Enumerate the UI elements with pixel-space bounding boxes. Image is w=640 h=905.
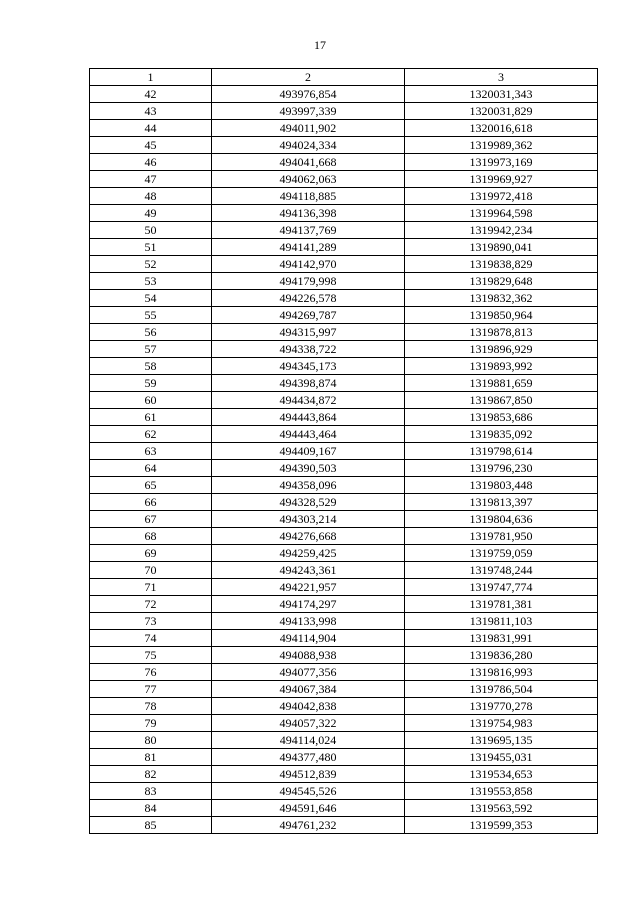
x-coordinate-cell: 494434,872 — [212, 392, 405, 409]
point-number-cell: 77 — [90, 681, 212, 698]
table-row — [90, 154, 598, 171]
page-number: 17 — [314, 38, 326, 52]
table-row — [90, 511, 598, 528]
point-number-cell: 67 — [90, 511, 212, 528]
point-number-cell: 57 — [90, 341, 212, 358]
point-number-cell: 69 — [90, 545, 212, 562]
point-number-cell: 46 — [90, 154, 212, 171]
y-coordinate-cell: 1319878,813 — [405, 324, 598, 341]
x-coordinate-cell: 494114,904 — [212, 630, 405, 647]
x-coordinate-cell: 494259,425 — [212, 545, 405, 562]
x-coordinate-cell: 494057,322 — [212, 715, 405, 732]
point-number-cell: 83 — [90, 783, 212, 800]
x-coordinate-cell: 494067,384 — [212, 681, 405, 698]
table-row — [90, 205, 598, 222]
table-row — [90, 239, 598, 256]
y-coordinate-cell: 1319455,031 — [405, 749, 598, 766]
point-number-cell: 74 — [90, 630, 212, 647]
point-number-cell: 84 — [90, 800, 212, 817]
table-row — [90, 477, 598, 494]
y-coordinate-cell: 1319835,092 — [405, 426, 598, 443]
table-row — [90, 171, 598, 188]
table-row — [90, 120, 598, 137]
y-coordinate-cell: 1320016,618 — [405, 120, 598, 137]
table-row — [90, 562, 598, 579]
y-coordinate-cell: 1319867,850 — [405, 392, 598, 409]
x-coordinate-cell: 494443,864 — [212, 409, 405, 426]
x-coordinate-cell: 494358,096 — [212, 477, 405, 494]
x-coordinate-cell: 494243,361 — [212, 562, 405, 579]
x-coordinate-cell: 494338,722 — [212, 341, 405, 358]
point-number-cell: 72 — [90, 596, 212, 613]
table-row — [90, 409, 598, 426]
y-coordinate-cell: 1319599,353 — [405, 817, 598, 834]
point-number-cell: 53 — [90, 273, 212, 290]
table-row — [90, 137, 598, 154]
x-coordinate-cell: 494345,173 — [212, 358, 405, 375]
x-coordinate-cell: 494088,938 — [212, 647, 405, 664]
y-coordinate-cell: 1319796,230 — [405, 460, 598, 477]
point-number-cell: 49 — [90, 205, 212, 222]
y-coordinate-cell: 1319973,169 — [405, 154, 598, 171]
x-coordinate-cell: 494062,063 — [212, 171, 405, 188]
x-coordinate-cell: 494221,957 — [212, 579, 405, 596]
x-coordinate-cell: 494276,668 — [212, 528, 405, 545]
x-coordinate-cell: 494142,970 — [212, 256, 405, 273]
y-coordinate-cell: 1319829,648 — [405, 273, 598, 290]
y-coordinate-cell: 1319896,929 — [405, 341, 598, 358]
y-coordinate-cell: 1319754,983 — [405, 715, 598, 732]
point-number-cell: 43 — [90, 103, 212, 120]
point-number-cell: 58 — [90, 358, 212, 375]
table-row — [90, 256, 598, 273]
y-coordinate-cell: 1320031,829 — [405, 103, 598, 120]
x-coordinate-cell: 494114,024 — [212, 732, 405, 749]
y-coordinate-cell: 1319534,653 — [405, 766, 598, 783]
y-coordinate-cell: 1319881,659 — [405, 375, 598, 392]
point-number-cell: 62 — [90, 426, 212, 443]
y-coordinate-cell: 1319811,103 — [405, 613, 598, 630]
table-row — [90, 766, 598, 783]
x-coordinate-cell: 494303,214 — [212, 511, 405, 528]
y-coordinate-cell: 1319838,829 — [405, 256, 598, 273]
table-row — [90, 341, 598, 358]
table-row — [90, 664, 598, 681]
x-coordinate-cell: 494315,997 — [212, 324, 405, 341]
y-coordinate-cell: 1319798,614 — [405, 443, 598, 460]
point-number-cell: 78 — [90, 698, 212, 715]
point-number-cell: 82 — [90, 766, 212, 783]
table-row — [90, 188, 598, 205]
point-number-cell: 70 — [90, 562, 212, 579]
y-coordinate-cell: 1319563,592 — [405, 800, 598, 817]
y-coordinate-cell: 1319890,041 — [405, 239, 598, 256]
x-coordinate-cell: 494133,998 — [212, 613, 405, 630]
point-number-cell: 42 — [90, 86, 212, 103]
x-coordinate-cell: 494042,838 — [212, 698, 405, 715]
x-coordinate-cell: 493976,854 — [212, 86, 405, 103]
point-number-cell: 85 — [90, 817, 212, 834]
y-coordinate-cell: 1319781,381 — [405, 596, 598, 613]
x-coordinate-cell: 494761,232 — [212, 817, 405, 834]
point-number-cell: 68 — [90, 528, 212, 545]
y-coordinate-cell: 1320031,343 — [405, 86, 598, 103]
y-coordinate-cell: 1319781,950 — [405, 528, 598, 545]
y-coordinate-cell: 1319972,418 — [405, 188, 598, 205]
point-number-cell: 56 — [90, 324, 212, 341]
point-number-cell: 47 — [90, 171, 212, 188]
table-row — [90, 392, 598, 409]
table-row — [90, 613, 598, 630]
point-number-cell: 60 — [90, 392, 212, 409]
y-coordinate-cell: 1319759,059 — [405, 545, 598, 562]
table-row — [90, 749, 598, 766]
x-coordinate-cell: 494443,464 — [212, 426, 405, 443]
y-coordinate-cell: 1319850,964 — [405, 307, 598, 324]
point-number-cell: 54 — [90, 290, 212, 307]
point-number-cell: 73 — [90, 613, 212, 630]
y-coordinate-cell: 1319942,234 — [405, 222, 598, 239]
y-coordinate-cell: 1319748,244 — [405, 562, 598, 579]
x-coordinate-cell: 494398,874 — [212, 375, 405, 392]
table-row — [90, 426, 598, 443]
point-number-cell: 75 — [90, 647, 212, 664]
y-coordinate-cell: 1319803,448 — [405, 477, 598, 494]
x-coordinate-cell: 494545,526 — [212, 783, 405, 800]
table-row — [90, 800, 598, 817]
table-row — [90, 290, 598, 307]
x-coordinate-cell: 494041,668 — [212, 154, 405, 171]
table-row — [90, 307, 598, 324]
table-body — [90, 86, 598, 834]
table-row — [90, 273, 598, 290]
x-coordinate-cell: 494328,529 — [212, 494, 405, 511]
table-row — [90, 460, 598, 477]
x-coordinate-cell: 494174,297 — [212, 596, 405, 613]
y-coordinate-cell: 1319786,504 — [405, 681, 598, 698]
x-coordinate-cell: 494011,902 — [212, 120, 405, 137]
point-number-cell: 66 — [90, 494, 212, 511]
point-number-cell: 45 — [90, 137, 212, 154]
table-row — [90, 681, 598, 698]
table-row — [90, 715, 598, 732]
x-coordinate-cell: 494179,998 — [212, 273, 405, 290]
x-coordinate-cell: 494409,167 — [212, 443, 405, 460]
point-number-cell: 76 — [90, 664, 212, 681]
x-coordinate-cell: 494141,289 — [212, 239, 405, 256]
table-row — [90, 222, 598, 239]
table-header-row — [90, 69, 598, 86]
table-row — [90, 358, 598, 375]
table-row — [90, 545, 598, 562]
point-number-cell: 64 — [90, 460, 212, 477]
table-row — [90, 596, 598, 613]
point-number-cell: 59 — [90, 375, 212, 392]
point-number-cell: 55 — [90, 307, 212, 324]
x-coordinate-cell: 494377,480 — [212, 749, 405, 766]
y-coordinate-cell: 1319553,858 — [405, 783, 598, 800]
y-coordinate-cell: 1319813,397 — [405, 494, 598, 511]
column-header-3: 3 — [405, 69, 598, 86]
table-row — [90, 103, 598, 120]
column-header-2: 2 — [212, 69, 405, 86]
point-number-cell: 71 — [90, 579, 212, 596]
table-row — [90, 375, 598, 392]
table-row — [90, 698, 598, 715]
y-coordinate-cell: 1319853,686 — [405, 409, 598, 426]
table-row — [90, 443, 598, 460]
coordinates-table — [89, 68, 598, 834]
x-coordinate-cell: 494136,398 — [212, 205, 405, 222]
x-coordinate-cell: 494137,769 — [212, 222, 405, 239]
y-coordinate-cell: 1319770,278 — [405, 698, 598, 715]
x-coordinate-cell: 494269,787 — [212, 307, 405, 324]
point-number-cell: 81 — [90, 749, 212, 766]
table-row — [90, 324, 598, 341]
x-coordinate-cell: 494226,578 — [212, 290, 405, 307]
table-row — [90, 494, 598, 511]
point-number-cell: 52 — [90, 256, 212, 273]
point-number-cell: 63 — [90, 443, 212, 460]
y-coordinate-cell: 1319969,927 — [405, 171, 598, 188]
y-coordinate-cell: 1319831,991 — [405, 630, 598, 647]
y-coordinate-cell: 1319989,362 — [405, 137, 598, 154]
table-row — [90, 86, 598, 103]
point-number-cell: 61 — [90, 409, 212, 426]
x-coordinate-cell: 494591,646 — [212, 800, 405, 817]
x-coordinate-cell: 494390,503 — [212, 460, 405, 477]
y-coordinate-cell: 1319836,280 — [405, 647, 598, 664]
point-number-cell: 80 — [90, 732, 212, 749]
y-coordinate-cell: 1319893,992 — [405, 358, 598, 375]
x-coordinate-cell: 493997,339 — [212, 103, 405, 120]
x-coordinate-cell: 494077,356 — [212, 664, 405, 681]
table-row — [90, 783, 598, 800]
x-coordinate-cell: 494512,839 — [212, 766, 405, 783]
point-number-cell: 50 — [90, 222, 212, 239]
table-row — [90, 732, 598, 749]
point-number-cell: 51 — [90, 239, 212, 256]
point-number-cell: 48 — [90, 188, 212, 205]
table-row — [90, 647, 598, 664]
x-coordinate-cell: 494118,885 — [212, 188, 405, 205]
y-coordinate-cell: 1319816,993 — [405, 664, 598, 681]
table-row — [90, 528, 598, 545]
point-number-cell: 65 — [90, 477, 212, 494]
table-row — [90, 817, 598, 834]
point-number-cell: 44 — [90, 120, 212, 137]
y-coordinate-cell: 1319832,362 — [405, 290, 598, 307]
point-number-cell: 79 — [90, 715, 212, 732]
y-coordinate-cell: 1319964,598 — [405, 205, 598, 222]
x-coordinate-cell: 494024,334 — [212, 137, 405, 154]
y-coordinate-cell: 1319747,774 — [405, 579, 598, 596]
table-row — [90, 579, 598, 596]
y-coordinate-cell: 1319695,135 — [405, 732, 598, 749]
y-coordinate-cell: 1319804,636 — [405, 511, 598, 528]
table-row — [90, 630, 598, 647]
column-header-1: 1 — [90, 69, 212, 86]
